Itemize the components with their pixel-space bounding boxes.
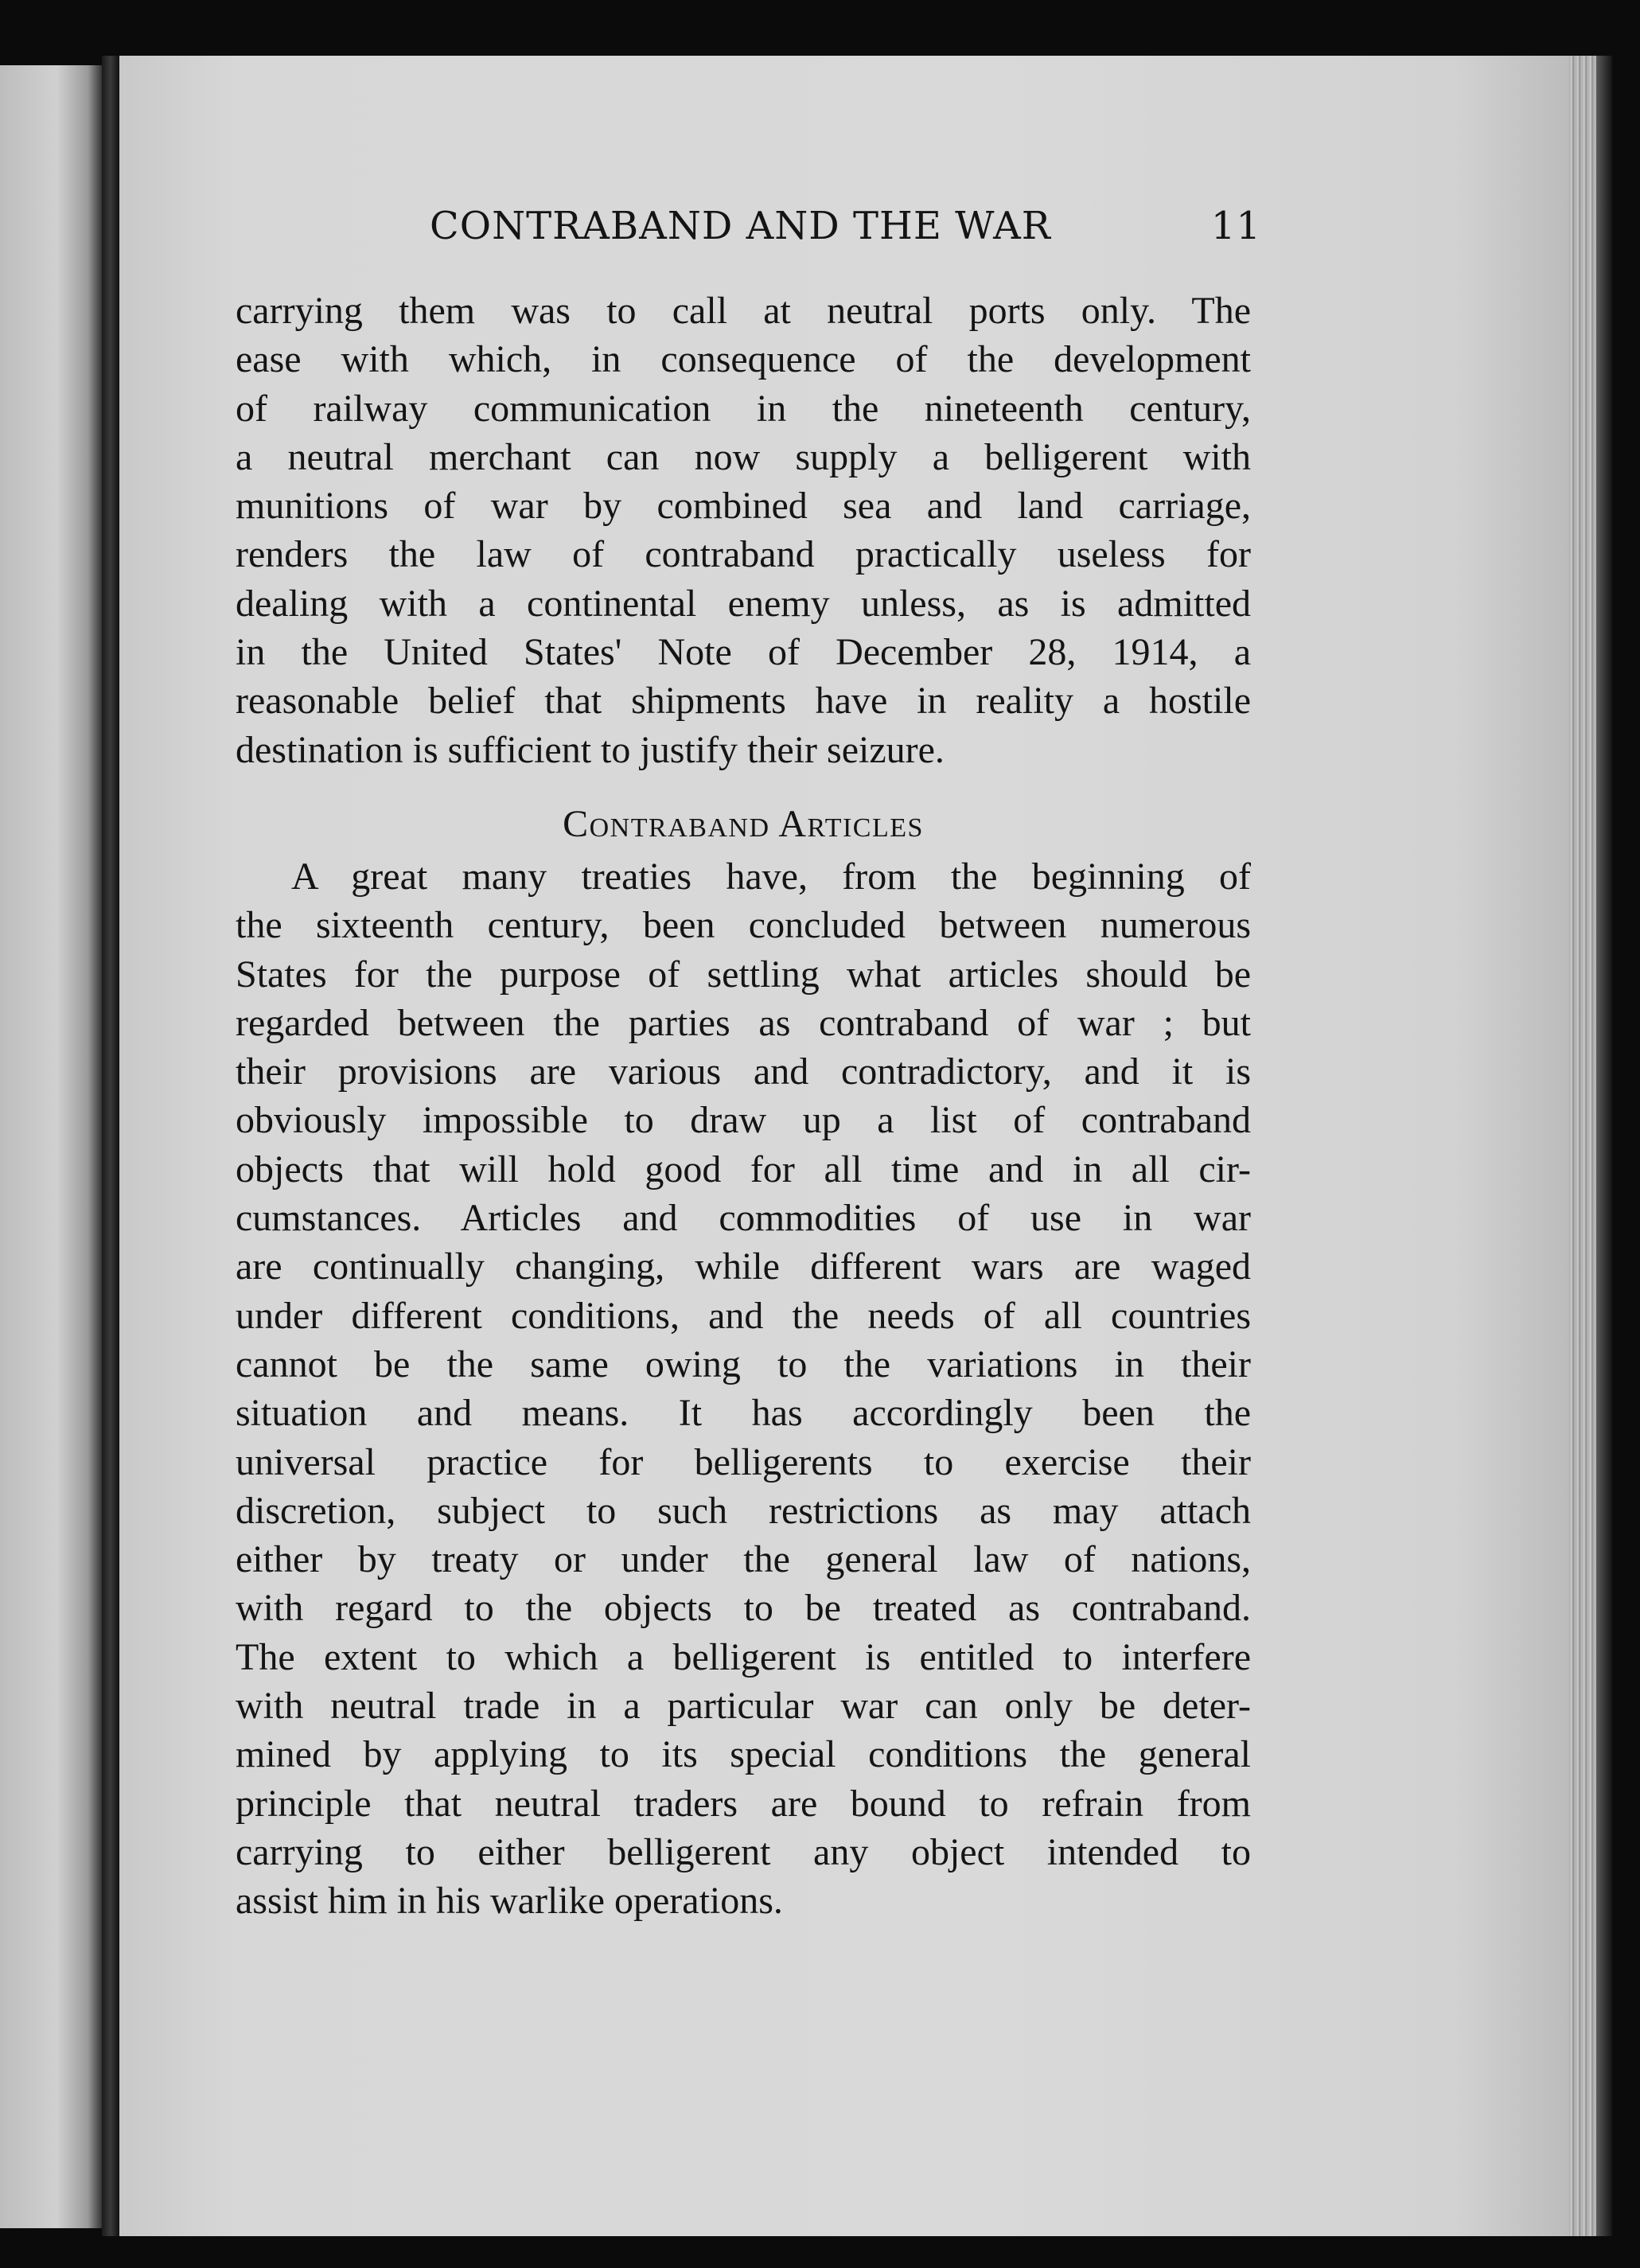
text-line: the sixteenth century, been concluded between numerous xyxy=(236,904,1251,947)
section-heading: Contraband Articles xyxy=(563,802,924,845)
text-line: cannot be the same owing to the variations in their xyxy=(236,1342,1251,1385)
text-line: ease with which, in consequence of the development xyxy=(236,338,1251,381)
text-line: universal practice for belligerents to exercise their xyxy=(236,1440,1251,1483)
text-line: under different conditions, and the needs of all countries xyxy=(236,1294,1251,1337)
text-line: obviously impossible to draw up a list of contraband xyxy=(236,1099,1251,1142)
body-text xyxy=(236,286,1251,1926)
text-line: in the United States' Note of December 28, 1914, a xyxy=(236,631,1251,674)
text-line: discretion, subject to such restrictions as may attach xyxy=(236,1489,1251,1532)
text-line: either by treaty or under the general law of nations, xyxy=(236,1538,1251,1581)
text-line: carrying to either belligerent any object intended to xyxy=(236,1830,1251,1873)
text-line: of railway communication in the nineteenth century, xyxy=(236,387,1251,430)
text-line: are continually changing, while different wars are waged xyxy=(236,1245,1251,1288)
text-line: situation and means. It has accordingly been the xyxy=(236,1392,1251,1435)
text-line: munitions of war by combined sea and land carriage, xyxy=(236,485,1251,528)
facing-page-edge xyxy=(0,65,103,2228)
text-line: destination is sufficient to justify their seizure. xyxy=(236,728,945,771)
text-line: with regard to the objects to be treated as contraband. xyxy=(236,1587,1251,1630)
page-number: 11 xyxy=(1210,204,1261,248)
text-line: principle that neutral traders are bound to refrain from xyxy=(236,1782,1251,1825)
running-title: CONTRABAND AND THE WAR xyxy=(430,204,1051,248)
text-line: The extent to which a belligerent is entitled to interfere xyxy=(236,1635,1251,1678)
text-line: renders the law of contraband practically useless for xyxy=(236,533,1251,576)
page-stack-edge xyxy=(1569,56,1596,2236)
text-line: cumstances. Articles and commodities of use in war xyxy=(236,1197,1251,1240)
text-line: regarded between the parties as contraband of war ; but xyxy=(236,1001,1251,1044)
text-line: assist him in his warlike operations. xyxy=(236,1880,783,1923)
book-gutter xyxy=(102,56,119,2236)
text-line: A great many treaties have, from the beginning of xyxy=(291,855,1251,898)
text-line: carrying them was to call at neutral ports only. The xyxy=(236,290,1251,332)
text-line: objects that will hold good for all time and in all cir- xyxy=(236,1148,1251,1191)
paragraph-1 xyxy=(236,286,1251,774)
text-line: with neutral trade in a particular war can only be deter- xyxy=(236,1685,1251,1728)
text-line: their provisions are various and contradictory, and it is xyxy=(236,1050,1251,1093)
text-line: States for the purpose of settling what articles should be xyxy=(236,953,1251,996)
text-line: dealing with a continental enemy unless, as is admitted xyxy=(236,582,1251,625)
paragraph-2 xyxy=(236,852,1251,1926)
text-line: a neutral merchant can now supply a belligerent with xyxy=(236,435,1251,478)
text-line: mined by applying to its special conditions the general xyxy=(236,1733,1251,1776)
page-edge-shadow xyxy=(1596,56,1612,2236)
text-line: reasonable belief that shipments have in reality a hostile xyxy=(236,680,1251,723)
